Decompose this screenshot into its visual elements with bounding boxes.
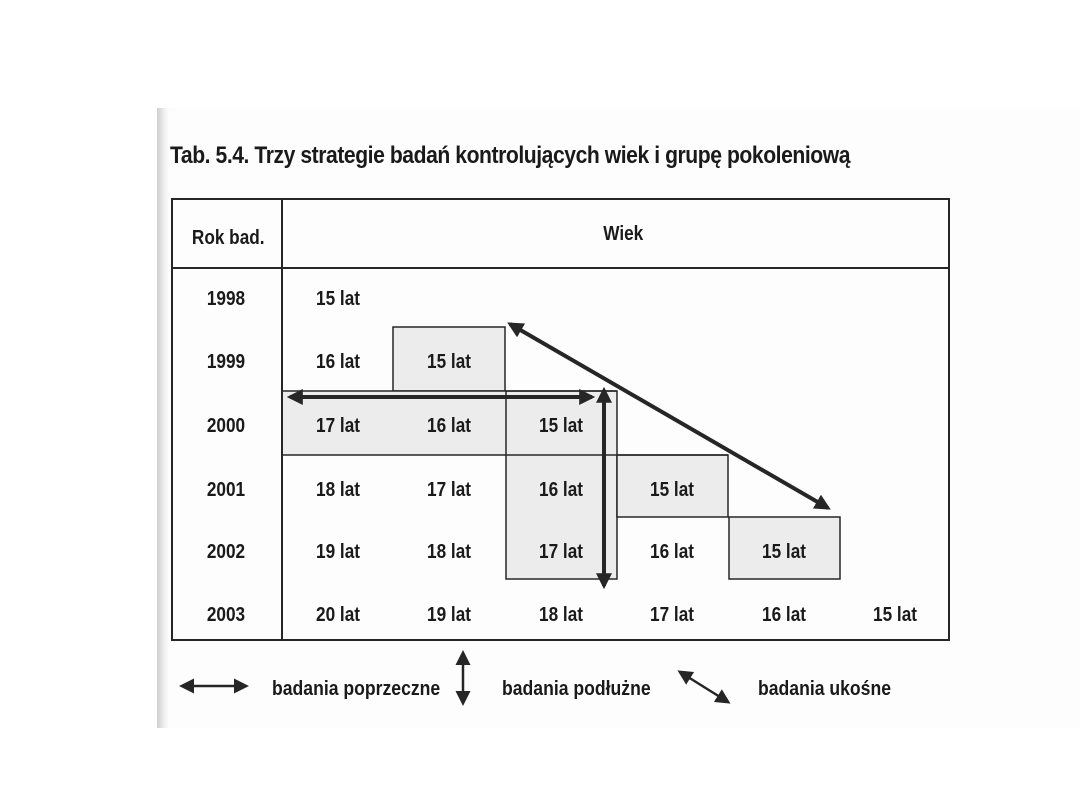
header-year: Rok bad. xyxy=(191,227,265,249)
age-cell: 16 lat xyxy=(650,541,694,563)
age-cell: 15 lat xyxy=(762,541,806,563)
header-age: Wiek xyxy=(603,223,644,245)
age-cell: 16 lat xyxy=(427,415,471,437)
age-cell: 16 lat xyxy=(539,479,583,501)
year-label: 2000 xyxy=(206,415,246,437)
legend-cross-sectional: badania poprzeczne xyxy=(272,678,441,700)
age-cell: 17 lat xyxy=(427,479,471,501)
age-cell: 15 lat xyxy=(650,479,694,501)
legend-longitudinal: badania podłużne xyxy=(502,678,651,700)
age-cell: 18 lat xyxy=(539,604,583,626)
year-label: 1998 xyxy=(206,288,246,310)
age-cell: 17 lat xyxy=(539,541,583,563)
age-cell: 20 lat xyxy=(316,604,360,626)
age-cell: 17 lat xyxy=(316,415,360,437)
age-cell: 18 lat xyxy=(427,541,471,563)
age-cell: 15 lat xyxy=(316,288,360,310)
age-cell: 19 lat xyxy=(427,604,471,626)
year-label: 1999 xyxy=(206,351,246,373)
age-cell: 15 lat xyxy=(539,415,583,437)
year-label: 2002 xyxy=(206,541,246,563)
legend-diagonal: badania ukośne xyxy=(758,678,892,700)
arrow-diagonal xyxy=(510,324,828,508)
age-cell: 16 lat xyxy=(762,604,806,626)
legend-diagonal-arrow-icon xyxy=(680,672,728,702)
age-cell: 16 lat xyxy=(316,351,360,373)
table-title: Tab. 5.4. Trzy strategie badań kontrolujących wiek i grupę pokoleniową xyxy=(170,142,851,169)
age-cell: 15 lat xyxy=(873,604,917,626)
age-cell: 17 lat xyxy=(650,604,694,626)
year-label: 2001 xyxy=(206,479,246,501)
age-cell: 18 lat xyxy=(316,479,360,501)
year-label: 2003 xyxy=(206,604,246,626)
age-cell: 15 lat xyxy=(427,351,471,373)
age-cell: 19 lat xyxy=(316,541,360,563)
